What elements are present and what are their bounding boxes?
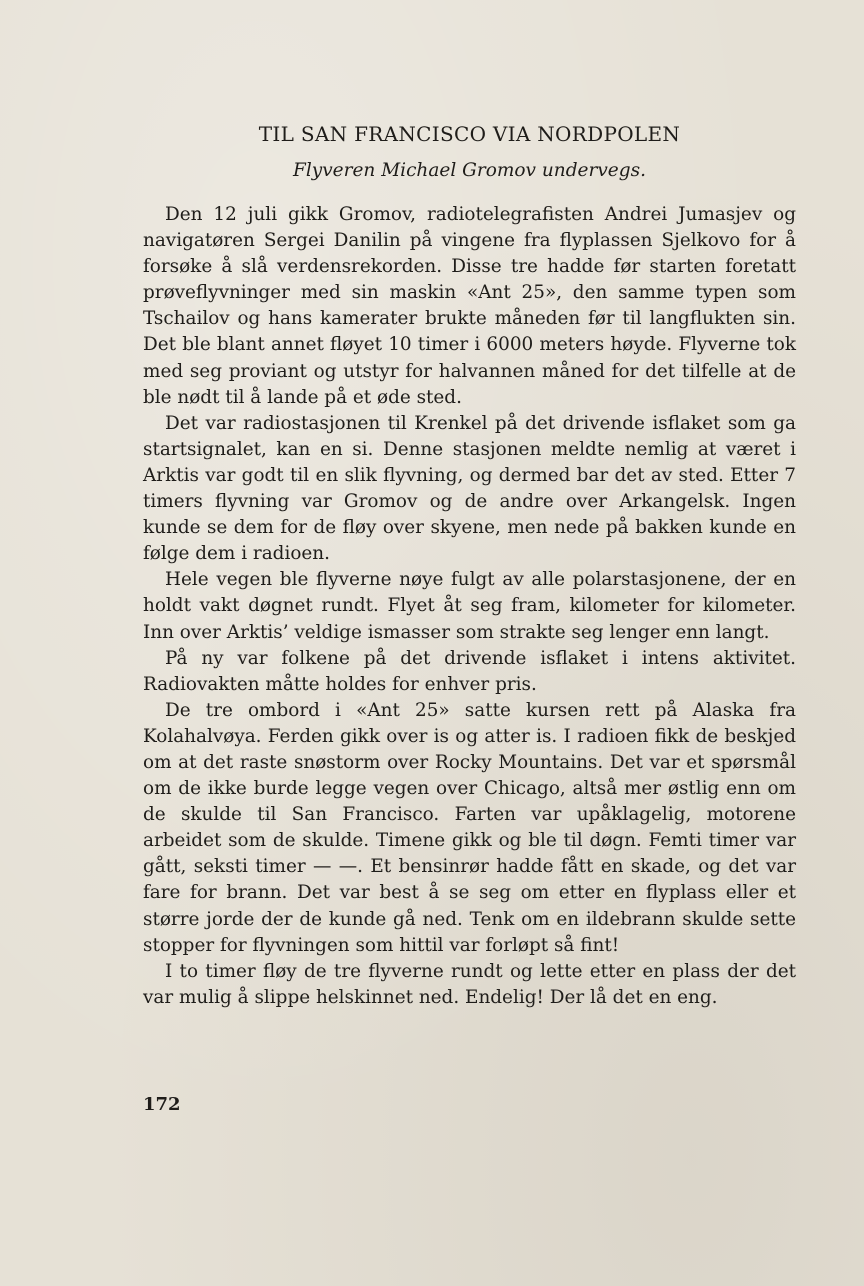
paragraph: Det var radiostasjonen til Krenkel på det drivende isflaket som ga startsignalet, kan en si. Denne stasjonen meldte nemlig at været i Arktis var godt til en slik flyvning, og dermed bar det av sted. Etter 7 timers flyvning var Gromov og de andre over Arkangelsk. Ingen kunde se dem for de fløy over skyene, men nede på bakken kunde en følge dem i radioen.	[143, 412, 796, 565]
paragraph: I to timer fløy de tre flyverne rundt og lette etter en plass der det var mulig å slippe helskinnet ned. Endelig! Der lå det en eng.	[143, 960, 796, 1008]
paragraph: Hele vegen ble flyverne nøye fulgt av alle polarstasjonene, der en holdt vakt døgnet rundt. Flyet åt seg fram, kilometer for kilometer. Inn over Arktis’ veldige ismasser som strakte seg lenger enn langt.	[143, 569, 796, 643]
chapter-subtitle: Flyveren Michael Gromov undervegs.	[293, 160, 646, 181]
paragraph: På ny var folkene på det drivende isflaket i intens aktivitet. Radiovakten måtte holdes for enhver pris.	[143, 647, 796, 695]
page-number: 172	[143, 1094, 181, 1115]
paragraph: De tre ombord i «Ant 25» satte kursen rett på Alaska fra Kolahalvøya. Ferden gikk over is og atter is. I radioen fikk de beskjed om at det raste snøstorm over Rocky Mountains. Det var et spørsmål om de ikke burde legge vegen over Chicago, altså mer østlig enn om de skulde til San Francisco. Farten var upåklagelig, motorene arbeidet som de skulde. Timene gikk og ble til døgn. Femti timer var gått, seksti timer — —. Et bensinrør hadde fått en skade, og det var fare for brann. Det var best å se seg om etter en flyplass eller et større jorde der de kunde gå ned. Tenk om en ildebrann skulde sette stopper for flyvningen som hittil var forløpt så fint!	[143, 699, 796, 956]
chapter-title: TIL SAN FRANCISCO VIA NORDPOLEN	[258, 122, 681, 146]
paragraph: Den 12 juli gikk Gromov, radiotelegrafisten Andrei Jumasjev og navigatøren Sergei Danilin på vingene fra flyplassen Sjelkovo for å forsøke å slå verdensrekorden. Disse tre hadde før starten foretatt prøveflyvninger med sin maskin «Ant 25», den samme typen som Tschailov og hans kamerater brukte måneden før til langflukten sin. Det ble blant annet fløyet 10 timer i 6000 meters høyde. Flyverne tok med seg proviant og utstyr for halvannen måned for det tilfelle at de ble nødt til å lande på et øde sted.	[143, 204, 796, 408]
body-text	[143, 202, 796, 1011]
